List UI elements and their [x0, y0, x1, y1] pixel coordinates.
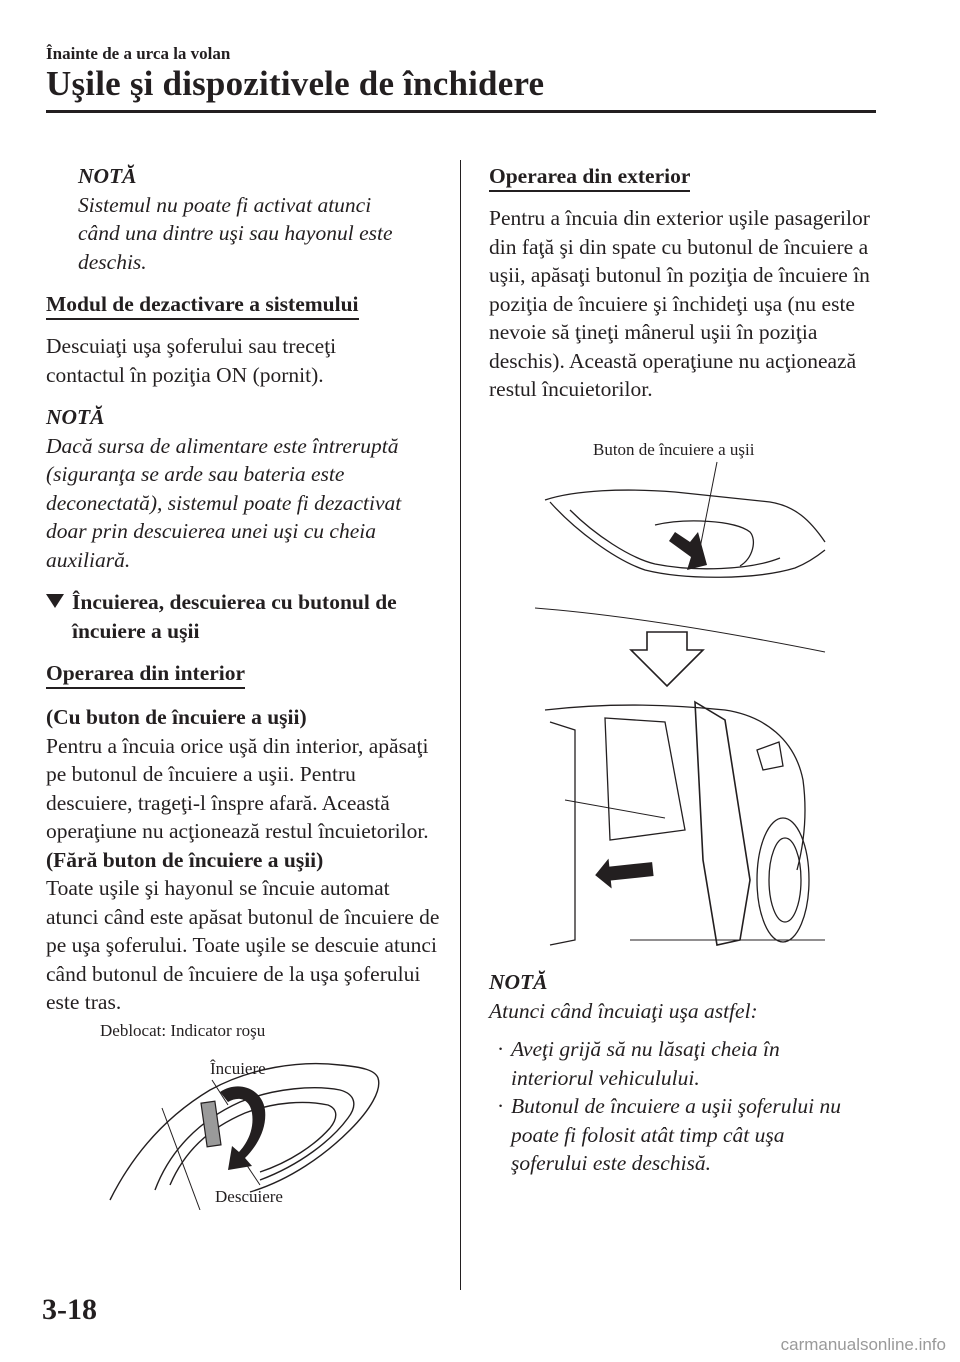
operation-outside-text: Pentru a încuia din exterior uşile pasagerilor din faţă şi din spate cu butonul de încuiere a uşii, apăsaţi butonul în poziţia de încuiere în poziţia de încuiere şi închideţi uşa (nu este nevoie să ţineţi mânerul uşii în poziţia deschis). Această operaţiune nu acţionează restul încuietorilor.	[489, 206, 870, 401]
header-section-label: Înainte de a urca la volan	[46, 44, 231, 63]
deactivation-heading: Modul de dezactivare a sistemului	[46, 292, 359, 320]
open-door	[695, 702, 750, 945]
pull-arrow-icon	[594, 854, 655, 890]
note-bullets	[489, 1035, 865, 1178]
operation-outside-heading: Operarea din exterior	[489, 164, 690, 192]
body-crease	[565, 800, 665, 818]
door-edge-line	[545, 490, 825, 542]
door-window	[605, 718, 685, 840]
bullet-text: Aveţi grijă să nu lăsaţi cheia în interiorul vehiculului.	[511, 1037, 780, 1090]
note-text: Dacă sursa de alimentare este întreruptă (siguranţa se arde sau bateria este deconectată), sistemul poate fi dezactivat doar prin descuierea unei uşi cu cheia auxiliară.	[46, 433, 402, 572]
without-button-text: Toate uşile şi hayonul se încuie automat atunci când este apăsat butonul de încuiere de pe uşa şoferului. Toate uşile se descuie atunci când butonul de încuiere de la uşa şoferului este tras.	[46, 876, 440, 1014]
leader-line	[700, 462, 717, 548]
leader-line	[162, 1108, 200, 1210]
note-bullet	[495, 1035, 865, 1092]
without-button-label: (Fără buton de încuiere a uşii)	[46, 847, 324, 872]
side-mirror	[757, 742, 783, 770]
front-wheel-rim	[769, 838, 801, 922]
section-heading	[46, 588, 442, 645]
note-intro: Atunci când încuiaţi uşa astfel:	[489, 998, 758, 1023]
lock-knob-indicator	[201, 1101, 221, 1147]
right-column	[489, 162, 884, 404]
push-arrow-icon	[669, 532, 707, 570]
bullet-text: Butonul de încuiere a uşii şoferului nu poate fi folosit atât timp cât uşa şoferului este deschisă.	[511, 1094, 842, 1175]
figure-label-unlock: Descuiere	[215, 1187, 283, 1206]
watermark: carmanualsonline.info	[780, 1335, 946, 1354]
operation-inside-heading: Operarea din interior	[46, 661, 245, 689]
figure-label-unlocked: Deblocat: Indicator roşu	[100, 1021, 266, 1040]
note-title: NOTĂ	[78, 164, 137, 188]
triangle-bullet-icon	[46, 594, 64, 608]
note-block-3	[489, 968, 879, 1178]
door-panel-outline	[110, 1064, 379, 1200]
car-roofline	[545, 705, 805, 870]
rotate-arrow-icon	[220, 1086, 265, 1170]
figure-label-lock-button: Buton de încuiere a uşii	[593, 440, 755, 459]
note-block-2	[46, 403, 431, 574]
left-column	[46, 162, 441, 1017]
page-title: Uşile şi dispozitivele de închidere	[46, 64, 545, 103]
note-title: NOTĂ	[46, 405, 105, 429]
bullet-dot-icon: ·	[497, 1094, 505, 1118]
header-rule	[46, 110, 876, 113]
with-button-label: (Cu buton de încuiere a uşii)	[46, 705, 307, 729]
body-line	[535, 608, 825, 652]
note-text: Sistemul nu poate fi activat atunci când una dintre uşi sau hayonul este deschis.	[78, 192, 393, 274]
page-number: 3-18	[42, 1293, 97, 1326]
note-block-1	[46, 162, 408, 276]
handle-pocket-outer	[550, 502, 825, 577]
note-title: NOTĂ	[489, 970, 548, 994]
down-arrow-icon	[631, 632, 703, 686]
column-divider	[460, 160, 461, 1290]
section-title: Încuierea, descuierea cu butonul de încuiere a uşii	[72, 590, 397, 643]
note-bullet	[495, 1092, 865, 1178]
car-pillar	[550, 722, 575, 945]
bullet-dot-icon: ·	[497, 1037, 505, 1061]
exterior-lock-figure	[535, 440, 835, 960]
figure-label-lock: Încuiere	[210, 1059, 266, 1078]
deactivation-text: Descuiaţi uşa şoferului sau treceţi contactul în poziţia ON (pornit).	[46, 334, 337, 387]
with-button-text: Pentru a încuia orice uşă din interior, apăsaţi pe butonul de încuiere a uşii. Pentru descuiere, trageţi-l înspre afară. Această operaţiune nu acţionează restul încuietorilor.	[46, 733, 429, 843]
interior-lock-figure	[100, 1010, 420, 1210]
